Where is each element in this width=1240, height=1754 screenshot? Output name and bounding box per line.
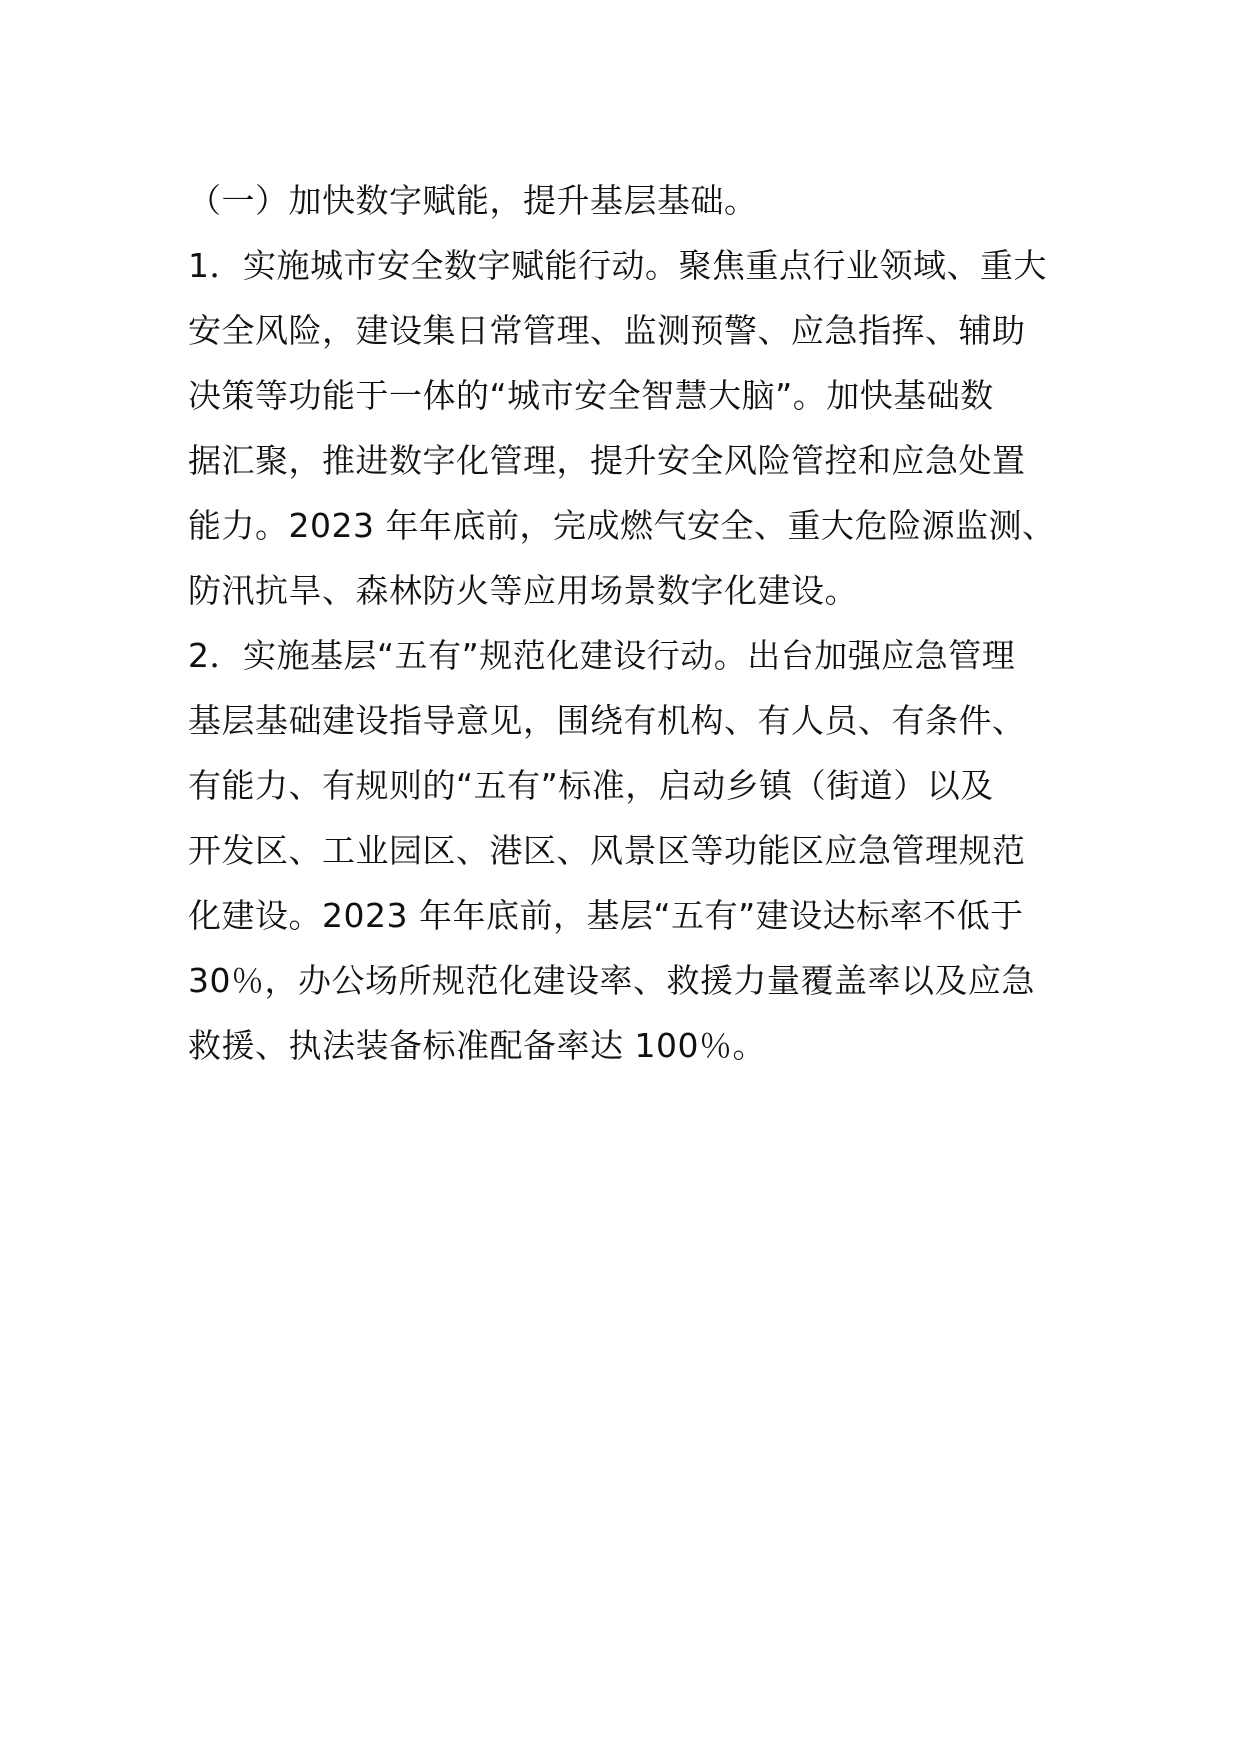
- paragraph-line: 能力。2023 年年底前，完成燃气安全、重大危险源监测、: [188, 506, 1056, 545]
- paragraph-line: 2．实施基层“五有”规范化建设行动。出台加强应急管理: [188, 636, 1016, 675]
- paragraph-line: 30％，办公场所规范化建设率、救援力量覆盖率以及应急: [188, 961, 1035, 1000]
- paragraph-line: 安全风险，建设集日常管理、监测预警、应急指挥、辅助: [188, 311, 1026, 350]
- paragraph-line: 有能力、有规则的“五有”标准，启动乡镇（街道）以及: [188, 766, 994, 805]
- paragraph-line: 防汛抗旱、森林防火等应用场景数字化建设。: [188, 571, 858, 610]
- paragraph-line: 开发区、工业园区、港区、风景区等功能区应急管理规范: [188, 831, 1026, 870]
- paragraph-line: 基层基础建设指导意见，围绕有机构、有人员、有条件、: [188, 701, 1026, 740]
- section-heading: （一）加快数字赋能，提升基层基础。: [188, 181, 758, 220]
- paragraph-line: 决策等功能于一体的“城市安全智慧大脑”。加快基础数: [188, 376, 994, 415]
- paragraph-line: 化建设。2023 年年底前，基层“五有”建设达标率不低于: [188, 896, 1024, 935]
- paragraph-line: 据汇聚，推进数字化管理，提升安全风险管控和应急处置: [188, 441, 1026, 480]
- paragraph-line: 1．实施城市安全数字赋能行动。聚焦重点行业领域、重大: [188, 246, 1047, 285]
- paragraph-line: 救援、执法装备标准配备率达 100％。: [188, 1026, 766, 1065]
- document-body: [188, 168, 1058, 1078]
